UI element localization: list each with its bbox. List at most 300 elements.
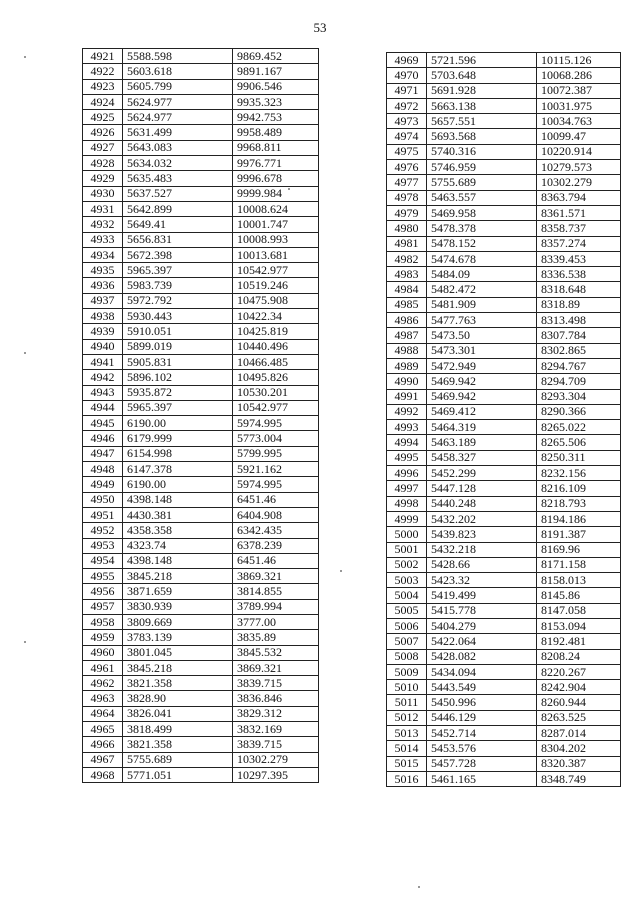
y-coordinate-cell: 3869.321 (233, 660, 319, 675)
table-row (387, 404, 621, 419)
point-id-cell: 4928 (83, 156, 123, 171)
x-coordinate-cell: 3871.659 (123, 584, 233, 599)
y-coordinate-cell: 8304.202 (537, 741, 621, 756)
x-coordinate-cell: 5419.499 (427, 588, 537, 603)
table-row (387, 771, 621, 786)
point-id-cell: 4975 (387, 144, 427, 159)
point-id-cell: 4955 (83, 569, 123, 584)
x-coordinate-cell: 5446.129 (427, 710, 537, 725)
y-coordinate-cell: 3814.855 (233, 584, 319, 599)
point-id-cell: 4983 (387, 267, 427, 282)
x-coordinate-cell: 5458.327 (427, 450, 537, 465)
point-id-cell: 4977 (387, 175, 427, 190)
x-coordinate-cell: 5635.483 (123, 171, 233, 186)
table-row (83, 507, 319, 522)
table-row (387, 649, 621, 664)
x-coordinate-cell: 5432.202 (427, 511, 537, 526)
x-coordinate-cell: 5415.778 (427, 603, 537, 618)
y-coordinate-cell: 6342.435 (233, 523, 319, 538)
x-coordinate-cell: 3830.939 (123, 599, 233, 614)
table-row (83, 416, 319, 431)
point-id-cell: 4971 (387, 83, 427, 98)
y-coordinate-cell: 3869.321 (233, 569, 319, 584)
x-coordinate-cell: 5771.051 (123, 767, 233, 782)
point-id-cell: 4947 (83, 446, 123, 461)
table-row (387, 588, 621, 603)
x-coordinate-cell: 4323.74 (123, 538, 233, 553)
table-row (387, 726, 621, 741)
x-coordinate-cell: 5663.138 (427, 98, 537, 113)
y-coordinate-cell: 8169.96 (537, 542, 621, 557)
point-id-cell: 5014 (387, 741, 427, 756)
x-coordinate-cell: 5477.763 (427, 313, 537, 328)
point-id-cell: 4970 (387, 68, 427, 83)
table-row (387, 236, 621, 251)
point-id-cell: 4980 (387, 221, 427, 236)
point-id-cell: 4976 (387, 160, 427, 175)
table-row (83, 553, 319, 568)
table-row (83, 94, 319, 109)
table-row (387, 205, 621, 220)
table-row (83, 767, 319, 782)
y-coordinate-cell: 3836.846 (233, 691, 319, 706)
point-id-cell: 5005 (387, 603, 427, 618)
table-row (387, 160, 621, 175)
point-id-cell: 4978 (387, 190, 427, 205)
table-row (387, 297, 621, 312)
y-coordinate-cell: 8357.274 (537, 236, 621, 251)
y-coordinate-cell: 8208.24 (537, 649, 621, 664)
y-coordinate-cell: 9906.546 (233, 79, 319, 94)
table-row (387, 129, 621, 144)
page-number: 53 (313, 20, 327, 35)
table-row (83, 630, 319, 645)
point-id-cell: 4985 (387, 297, 427, 312)
point-id-cell: 4940 (83, 339, 123, 354)
y-coordinate-cell: 9996.678 (233, 171, 319, 186)
y-coordinate-cell: 10220.914 (537, 144, 621, 159)
point-id-cell: 4945 (83, 416, 123, 431)
y-coordinate-cell: 9869.452 (233, 49, 319, 64)
table-row (387, 343, 621, 358)
table-row (83, 370, 319, 385)
point-id-cell: 4941 (83, 354, 123, 369)
x-coordinate-cell: 5624.977 (123, 110, 233, 125)
y-coordinate-cell: 8313.498 (537, 313, 621, 328)
point-id-cell: 4921 (83, 49, 123, 64)
table-row (83, 278, 319, 293)
table-row (387, 542, 621, 557)
x-coordinate-cell: 5450.996 (427, 695, 537, 710)
x-coordinate-cell: 5972.792 (123, 293, 233, 308)
x-coordinate-cell: 5469.958 (427, 205, 537, 220)
x-coordinate-cell: 5428.082 (427, 649, 537, 664)
point-id-cell: 5012 (387, 710, 427, 725)
x-coordinate-cell: 5905.831 (123, 354, 233, 369)
table-row (83, 324, 319, 339)
x-coordinate-cell: 3821.358 (123, 737, 233, 752)
y-coordinate-cell: 5799.995 (233, 446, 319, 461)
y-coordinate-cell: 5974.995 (233, 477, 319, 492)
x-coordinate-cell: 5637.527 (123, 186, 233, 201)
x-coordinate-cell: 5463.189 (427, 435, 537, 450)
y-coordinate-cell: 8263.525 (537, 710, 621, 725)
table-row (83, 232, 319, 247)
x-coordinate-cell: 5422.064 (427, 634, 537, 649)
table-row (387, 741, 621, 756)
table-row (83, 431, 319, 446)
point-id-cell: 4979 (387, 205, 427, 220)
y-coordinate-cell: 8153.094 (537, 618, 621, 633)
y-coordinate-cell: 8358.737 (537, 221, 621, 236)
point-id-cell: 4999 (387, 511, 427, 526)
table-row (83, 706, 319, 721)
table-row (387, 435, 621, 450)
y-coordinate-cell: 9935.323 (233, 94, 319, 109)
point-id-cell: 5001 (387, 542, 427, 557)
y-coordinate-cell: 8294.709 (537, 374, 621, 389)
table-row (387, 603, 621, 618)
table-row (83, 462, 319, 477)
table-row (83, 217, 319, 232)
x-coordinate-cell: 5656.831 (123, 232, 233, 247)
table-row (83, 614, 319, 629)
x-coordinate-cell: 5473.50 (427, 328, 537, 343)
table-row (387, 466, 621, 481)
y-coordinate-cell: 10519.246 (233, 278, 319, 293)
table-row (83, 446, 319, 461)
x-coordinate-cell: 5935.872 (123, 385, 233, 400)
point-id-cell: 4973 (387, 114, 427, 129)
point-id-cell: 5009 (387, 664, 427, 679)
table-row (387, 573, 621, 588)
x-coordinate-cell: 5649.41 (123, 217, 233, 232)
point-id-cell: 4998 (387, 496, 427, 511)
x-coordinate-cell: 5899.019 (123, 339, 233, 354)
table-row (83, 186, 319, 201)
table-row (387, 144, 621, 159)
point-id-cell: 4964 (83, 706, 123, 721)
y-coordinate-cell: 8294.767 (537, 358, 621, 373)
point-id-cell: 4963 (83, 691, 123, 706)
point-id-cell: 4960 (83, 645, 123, 660)
y-coordinate-cell: 10008.993 (233, 232, 319, 247)
table-row (387, 664, 621, 679)
y-coordinate-cell: 10034.763 (537, 114, 621, 129)
x-coordinate-cell: 3818.499 (123, 722, 233, 737)
y-coordinate-cell: 10475.908 (233, 293, 319, 308)
y-coordinate-cell: 8339.453 (537, 251, 621, 266)
x-coordinate-cell: 5631.499 (123, 125, 233, 140)
table-row (83, 477, 319, 492)
point-id-cell: 4956 (83, 584, 123, 599)
y-coordinate-cell: 10302.279 (537, 175, 621, 190)
table-row (387, 618, 621, 633)
x-coordinate-cell: 5746.959 (427, 160, 537, 175)
table-row (387, 358, 621, 373)
x-coordinate-cell: 5643.083 (123, 140, 233, 155)
point-id-cell: 4994 (387, 435, 427, 450)
table-row (387, 680, 621, 695)
x-coordinate-cell: 5624.977 (123, 94, 233, 109)
x-coordinate-cell: 5423.32 (427, 573, 537, 588)
y-coordinate-cell: 3789.994 (233, 599, 319, 614)
table-row (387, 481, 621, 496)
table-row (387, 282, 621, 297)
x-coordinate-cell: 5404.279 (427, 618, 537, 633)
x-coordinate-cell: 3845.218 (123, 660, 233, 675)
x-coordinate-cell: 5461.165 (427, 771, 537, 786)
x-coordinate-cell: 5896.102 (123, 370, 233, 385)
coordinates-table-left (82, 48, 319, 783)
y-coordinate-cell: 8290.366 (537, 404, 621, 419)
table-row (387, 496, 621, 511)
point-id-cell: 4943 (83, 385, 123, 400)
table-row (83, 79, 319, 94)
y-coordinate-cell: 5921.162 (233, 462, 319, 477)
x-coordinate-cell: 5474.678 (427, 251, 537, 266)
point-id-cell: 4961 (83, 660, 123, 675)
point-id-cell: 4953 (83, 538, 123, 553)
table-row (83, 569, 319, 584)
point-id-cell: 4965 (83, 722, 123, 737)
point-id-cell: 4936 (83, 278, 123, 293)
point-id-cell: 4922 (83, 64, 123, 79)
table-row (83, 538, 319, 553)
table-row (387, 695, 621, 710)
point-id-cell: 4984 (387, 282, 427, 297)
x-coordinate-cell: 4398.148 (123, 492, 233, 507)
y-coordinate-cell: 3835.89 (233, 630, 319, 645)
x-coordinate-cell: 5428.66 (427, 557, 537, 572)
point-id-cell: 5015 (387, 756, 427, 771)
y-coordinate-cell: 8363.794 (537, 190, 621, 205)
y-coordinate-cell: 8265.506 (537, 435, 621, 450)
table-row (83, 354, 319, 369)
table-row (387, 251, 621, 266)
y-coordinate-cell: 8265.022 (537, 420, 621, 435)
y-coordinate-cell: 3777.00 (233, 614, 319, 629)
x-coordinate-cell: 5657.551 (427, 114, 537, 129)
point-id-cell: 5016 (387, 771, 427, 786)
point-id-cell: 4993 (387, 420, 427, 435)
point-id-cell: 4933 (83, 232, 123, 247)
y-coordinate-cell: 8158.013 (537, 573, 621, 588)
table-row (83, 171, 319, 186)
table-row (83, 676, 319, 691)
y-coordinate-cell: 10001.747 (233, 217, 319, 232)
table-row (83, 247, 319, 262)
point-id-cell: 4958 (83, 614, 123, 629)
table-row (387, 267, 621, 282)
table-row (83, 492, 319, 507)
x-coordinate-cell: 5472.949 (427, 358, 537, 373)
table-row (83, 49, 319, 64)
y-coordinate-cell: 8147.058 (537, 603, 621, 618)
y-coordinate-cell: 10099.47 (537, 129, 621, 144)
y-coordinate-cell: 9968.811 (233, 140, 319, 155)
point-id-cell: 4986 (387, 313, 427, 328)
x-coordinate-cell: 5588.598 (123, 49, 233, 64)
point-id-cell: 4949 (83, 477, 123, 492)
x-coordinate-cell: 5464.319 (427, 420, 537, 435)
y-coordinate-cell: 9891.167 (233, 64, 319, 79)
point-id-cell: 4954 (83, 553, 123, 568)
y-coordinate-cell: 8191.387 (537, 527, 621, 542)
x-coordinate-cell: 3821.358 (123, 676, 233, 691)
y-coordinate-cell: 8361.571 (537, 205, 621, 220)
point-id-cell: 4987 (387, 328, 427, 343)
x-coordinate-cell: 5605.799 (123, 79, 233, 94)
x-coordinate-cell: 5642.899 (123, 201, 233, 216)
point-id-cell: 4931 (83, 201, 123, 216)
point-id-cell: 4950 (83, 492, 123, 507)
x-coordinate-cell: 5484.09 (427, 267, 537, 282)
y-coordinate-cell: 10031.975 (537, 98, 621, 113)
x-coordinate-cell: 5930.443 (123, 309, 233, 324)
point-id-cell: 5006 (387, 618, 427, 633)
x-coordinate-cell: 5965.397 (123, 263, 233, 278)
y-coordinate-cell: 3829.312 (233, 706, 319, 721)
y-coordinate-cell: 8287.014 (537, 726, 621, 741)
point-id-cell: 4968 (83, 767, 123, 782)
point-id-cell: 4974 (387, 129, 427, 144)
y-coordinate-cell: 8242.904 (537, 680, 621, 695)
x-coordinate-cell: 5721.596 (427, 53, 537, 68)
point-id-cell: 4951 (83, 507, 123, 522)
y-coordinate-cell: 10013.681 (233, 247, 319, 262)
table-row (387, 68, 621, 83)
point-id-cell: 4939 (83, 324, 123, 339)
x-coordinate-cell: 6154.998 (123, 446, 233, 461)
point-id-cell: 4946 (83, 431, 123, 446)
y-coordinate-cell: 8218.793 (537, 496, 621, 511)
x-coordinate-cell: 3828.90 (123, 691, 233, 706)
x-coordinate-cell: 5457.728 (427, 756, 537, 771)
y-coordinate-cell: 8293.304 (537, 389, 621, 404)
point-id-cell: 4992 (387, 404, 427, 419)
table-row (83, 752, 319, 767)
point-id-cell: 4935 (83, 263, 123, 278)
x-coordinate-cell: 3826.041 (123, 706, 233, 721)
table-row (83, 201, 319, 216)
table-row (387, 190, 621, 205)
point-id-cell: 4930 (83, 186, 123, 201)
x-coordinate-cell: 5672.398 (123, 247, 233, 262)
y-coordinate-cell: 6451.46 (233, 553, 319, 568)
coordinates-table-right (386, 52, 621, 787)
table-row (83, 523, 319, 538)
table-row (387, 450, 621, 465)
x-coordinate-cell: 5740.316 (427, 144, 537, 159)
y-coordinate-cell: 6404.908 (233, 507, 319, 522)
table-row (387, 221, 621, 236)
x-coordinate-cell: 4398.148 (123, 553, 233, 568)
y-coordinate-cell: 10297.395 (233, 767, 319, 782)
y-coordinate-cell: 6378.239 (233, 538, 319, 553)
y-coordinate-cell: 3845.532 (233, 645, 319, 660)
table-row (83, 263, 319, 278)
table-row (83, 691, 319, 706)
point-id-cell: 5011 (387, 695, 427, 710)
point-id-cell: 4962 (83, 676, 123, 691)
y-coordinate-cell: 8232.156 (537, 466, 621, 481)
y-coordinate-cell: 8194.186 (537, 511, 621, 526)
table-row (387, 313, 621, 328)
point-id-cell: 4981 (387, 236, 427, 251)
y-coordinate-cell: 8318.648 (537, 282, 621, 297)
y-coordinate-cell: 10542.977 (233, 400, 319, 415)
x-coordinate-cell: 5469.412 (427, 404, 537, 419)
point-id-cell: 4972 (387, 98, 427, 113)
point-id-cell: 4925 (83, 110, 123, 125)
point-id-cell: 5003 (387, 573, 427, 588)
x-coordinate-cell: 5432.218 (427, 542, 537, 557)
x-coordinate-cell: 5453.576 (427, 741, 537, 756)
table-row (387, 114, 621, 129)
y-coordinate-cell: 9999.984 (233, 186, 319, 201)
x-coordinate-cell: 5443.549 (427, 680, 537, 695)
x-coordinate-cell: 5463.557 (427, 190, 537, 205)
y-coordinate-cell: 10302.279 (233, 752, 319, 767)
point-id-cell: 4996 (387, 466, 427, 481)
table-row (83, 722, 319, 737)
y-coordinate-cell: 10495.826 (233, 370, 319, 385)
point-id-cell: 4982 (387, 251, 427, 266)
x-coordinate-cell: 3845.218 (123, 569, 233, 584)
x-coordinate-cell: 5703.648 (427, 68, 537, 83)
x-coordinate-cell: 5469.942 (427, 374, 537, 389)
table-row (387, 374, 621, 389)
y-coordinate-cell: 10072.387 (537, 83, 621, 98)
point-id-cell: 4952 (83, 523, 123, 538)
y-coordinate-cell: 9958.489 (233, 125, 319, 140)
point-id-cell: 5010 (387, 680, 427, 695)
y-coordinate-cell: 10530.201 (233, 385, 319, 400)
x-coordinate-cell: 5452.714 (427, 726, 537, 741)
x-coordinate-cell: 5439.823 (427, 527, 537, 542)
y-coordinate-cell: 10440.496 (233, 339, 319, 354)
x-coordinate-cell: 5634.032 (123, 156, 233, 171)
y-coordinate-cell: 10422.34 (233, 309, 319, 324)
point-id-cell: 4989 (387, 358, 427, 373)
y-coordinate-cell: 8250.311 (537, 450, 621, 465)
x-coordinate-cell: 5478.378 (427, 221, 537, 236)
y-coordinate-cell: 5974.995 (233, 416, 319, 431)
point-id-cell: 4991 (387, 389, 427, 404)
x-coordinate-cell: 5755.689 (427, 175, 537, 190)
point-id-cell: 4938 (83, 309, 123, 324)
x-coordinate-cell: 5481.909 (427, 297, 537, 312)
point-id-cell: 5013 (387, 726, 427, 741)
y-coordinate-cell: 3839.715 (233, 676, 319, 691)
scan-speck (24, 352, 26, 354)
scan-speck (24, 56, 26, 58)
y-coordinate-cell: 10425.819 (233, 324, 319, 339)
table-row (387, 756, 621, 771)
scan-speck (288, 188, 290, 190)
x-coordinate-cell: 6190.00 (123, 416, 233, 431)
point-id-cell: 5002 (387, 557, 427, 572)
point-id-cell: 4948 (83, 462, 123, 477)
table-row (83, 110, 319, 125)
table-row (387, 83, 621, 98)
x-coordinate-cell: 5983.739 (123, 278, 233, 293)
y-coordinate-cell: 8145.86 (537, 588, 621, 603)
y-coordinate-cell: 8260.944 (537, 695, 621, 710)
y-coordinate-cell: 8307.784 (537, 328, 621, 343)
point-id-cell: 4990 (387, 374, 427, 389)
